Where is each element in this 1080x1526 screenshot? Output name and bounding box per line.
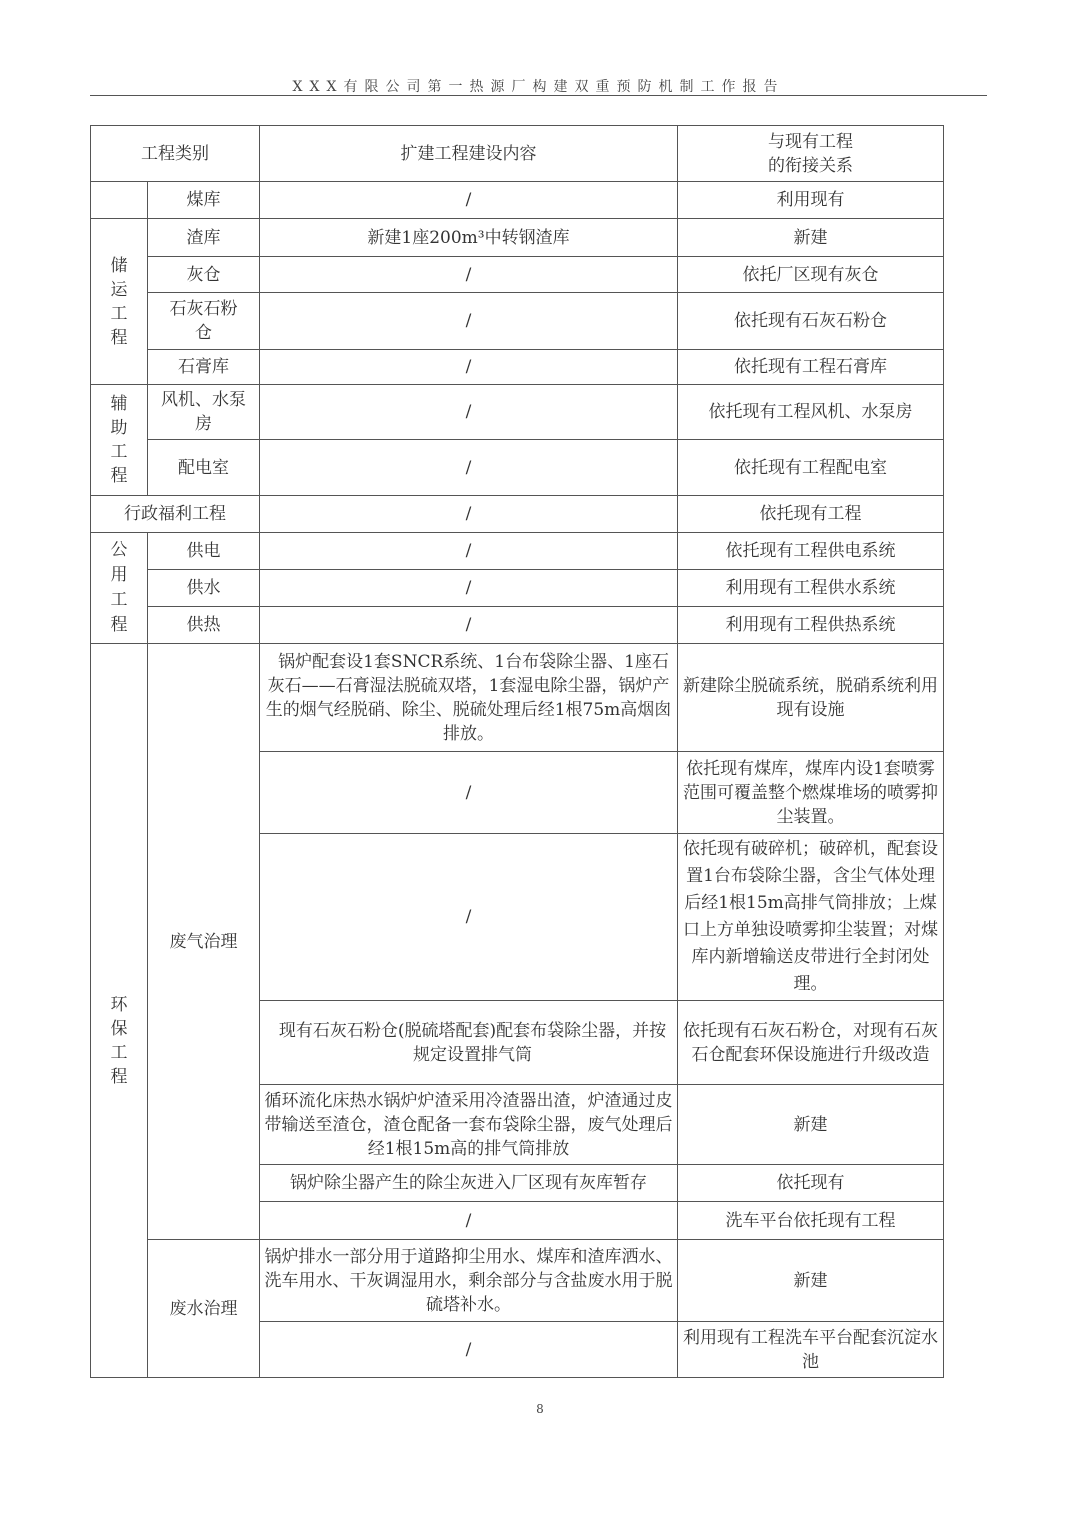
item-label-line: 房: [195, 414, 212, 434]
table-row: [91, 219, 944, 257]
relation-cell: 洗车平台依托现有工程: [678, 1202, 944, 1240]
group-cell-storage: [91, 219, 148, 385]
column-header-relation-line: 的衔接关系: [768, 155, 853, 176]
content-cell: /: [260, 570, 678, 607]
content-cell: /: [260, 440, 678, 496]
item-cell: 供热: [148, 607, 260, 644]
group-label-char: 工: [110, 1042, 128, 1063]
group-label-char: 工: [110, 590, 128, 610]
engineering-comparison-table: [90, 125, 944, 1378]
relation-cell: 依托现有工程配电室: [678, 440, 944, 496]
relation-cell: 利用现有工程供水系统: [678, 570, 944, 607]
relation-cell: 利用现有工程洗车平台配套沉淀水池: [678, 1322, 944, 1378]
relation-cell: 依托现有工程石膏库: [678, 350, 944, 385]
relation-cell: 依托现有石灰石粉仓: [678, 293, 944, 350]
item-cell: [148, 385, 260, 440]
item-cell: 配电室: [148, 440, 260, 496]
relation-cell: 新建: [678, 1085, 944, 1165]
item-cell: 灰仓: [148, 257, 260, 293]
group-cell-empty: [91, 182, 148, 219]
group-label-char: 程: [110, 615, 128, 635]
group-label-char: 辅: [110, 394, 128, 414]
table-row: [91, 1240, 944, 1322]
table-row: [91, 293, 944, 350]
group-label-char: 助: [110, 418, 128, 438]
content-cell: 循环流化床热水锅炉炉渣采用冷渣器出渣，炉渣通过皮带输送至渣仓，渣仓配备一套布袋除尘器，废气处理后经1根15m高的排气筒排放: [260, 1085, 678, 1165]
content-cell: 锅炉除尘器产生的除尘灰进入厂区现有灰库暂存: [260, 1165, 678, 1202]
content-cell: /: [260, 385, 678, 440]
table-row: [91, 440, 944, 496]
column-header-content: 扩建工程建设内容: [260, 126, 678, 182]
content-cell: 现有石灰石粉仓(脱硫塔配套)配套布袋除尘器，并按规定设置排气筒: [260, 1001, 678, 1085]
content-cell: 新建1座200m³中转钢渣库: [260, 219, 678, 257]
item-cell-waste-gas: 废气治理: [148, 644, 260, 1240]
item-cell: 供水: [148, 570, 260, 607]
item-cell-waste-water: 废水治理: [148, 1240, 260, 1378]
relation-cell: 依托现有工程供电系统: [678, 533, 944, 570]
relation-cell: 依托厂区现有灰仓: [678, 257, 944, 293]
group-label-char: 工: [110, 442, 128, 462]
content-cell: /: [260, 182, 678, 219]
content-cell: /: [260, 257, 678, 293]
item-cell: 供电: [148, 533, 260, 570]
group-cell-auxiliary: [91, 385, 148, 496]
page-number: 8: [536, 1402, 544, 1416]
group-label-char: 程: [110, 466, 128, 486]
relation-cell: 利用现有工程供热系统: [678, 607, 944, 644]
table-row: [91, 570, 944, 607]
table-header-row: [91, 126, 944, 182]
table-row: [91, 385, 944, 440]
content-cell: /: [260, 607, 678, 644]
group-cell-public: [91, 533, 148, 644]
content-cell: /: [260, 350, 678, 385]
item-cell: 渣库: [148, 219, 260, 257]
column-header-category: 工程类别: [91, 126, 260, 182]
group-label-char: 环: [110, 994, 128, 1015]
group-cell-environmental: [91, 644, 148, 1378]
group-label-char: 保: [110, 1018, 128, 1039]
table-row: [91, 257, 944, 293]
column-header-relation-line: 与现有工程: [768, 131, 853, 152]
content-cell: /: [260, 496, 678, 533]
item-label-line: 石灰石粉: [169, 299, 238, 319]
group-label-char: 工: [110, 303, 128, 324]
item-label-line: 仓: [195, 323, 212, 343]
document-header-title: XXX有限公司第一热源厂构建双重预防机制工作报告: [292, 79, 785, 95]
table-row: [91, 644, 944, 752]
content-cell: /: [260, 293, 678, 350]
relation-cell: 依托现有: [678, 1165, 944, 1202]
relation-cell: 依托现有工程风机、水泵房: [678, 385, 944, 440]
header-divider: [90, 95, 987, 96]
content-cell: 锅炉配套设1套SNCR系统、1台布袋除尘器、1座石灰石——石膏湿法脱硫双塔，1套湿电除尘器，锅炉产生的烟气经脱硝、除尘、脱硫处理后经1根75m高烟囱排放。: [260, 644, 678, 752]
group-label-char: 运: [110, 279, 128, 300]
item-label-line: 风机、水泵: [161, 390, 246, 410]
table-row: [91, 182, 944, 219]
relation-cell: 新建: [678, 1240, 944, 1322]
group-label-char: 公: [110, 540, 128, 560]
group-label-char: 程: [110, 327, 128, 348]
relation-cell: 依托现有煤库，煤库内设1套喷雾范围可覆盖整个燃煤堆场的喷雾抑尘装置。: [678, 752, 944, 834]
content-cell: /: [260, 1202, 678, 1240]
group-label-char: 储: [110, 255, 128, 276]
column-header-relation: [678, 126, 944, 182]
relation-cell: 新建: [678, 219, 944, 257]
table-row: [91, 496, 944, 533]
group-cell-admin: 行政福利工程: [91, 496, 260, 533]
content-cell: 锅炉排水一部分用于道路抑尘用水、煤库和渣库洒水、洗车用水、干灰调湿用水，剩余部分与含盐废水用于脱硫塔补水。: [260, 1240, 678, 1322]
relation-cell: 依托现有工程: [678, 496, 944, 533]
table-row: [91, 350, 944, 385]
table-row: [91, 607, 944, 644]
content-cell: /: [260, 752, 678, 834]
item-cell: 石膏库: [148, 350, 260, 385]
relation-cell: 新建除尘脱硫系统，脱硝系统利用现有设施: [678, 644, 944, 752]
item-cell: 煤库: [148, 182, 260, 219]
content-cell: /: [260, 834, 678, 1001]
relation-cell: 利用现有: [678, 182, 944, 219]
table-row: [91, 533, 944, 570]
relation-cell: 依托现有破碎机；破碎机，配套设置1台布袋除尘器，含尘气体处理后经1根15m高排气筒排放；上煤口上方单独设喷雾抑尘装置；对煤库内新增输送皮带进行全封闭处理。: [678, 834, 944, 1001]
relation-cell: 依托现有石灰石粉仓，对现有石灰石仓配套环保设施进行升级改造: [678, 1001, 944, 1085]
item-cell: [148, 293, 260, 350]
content-cell: /: [260, 533, 678, 570]
content-cell: /: [260, 1322, 678, 1378]
group-label-char: 用: [110, 565, 128, 585]
group-label-char: 程: [110, 1066, 128, 1087]
